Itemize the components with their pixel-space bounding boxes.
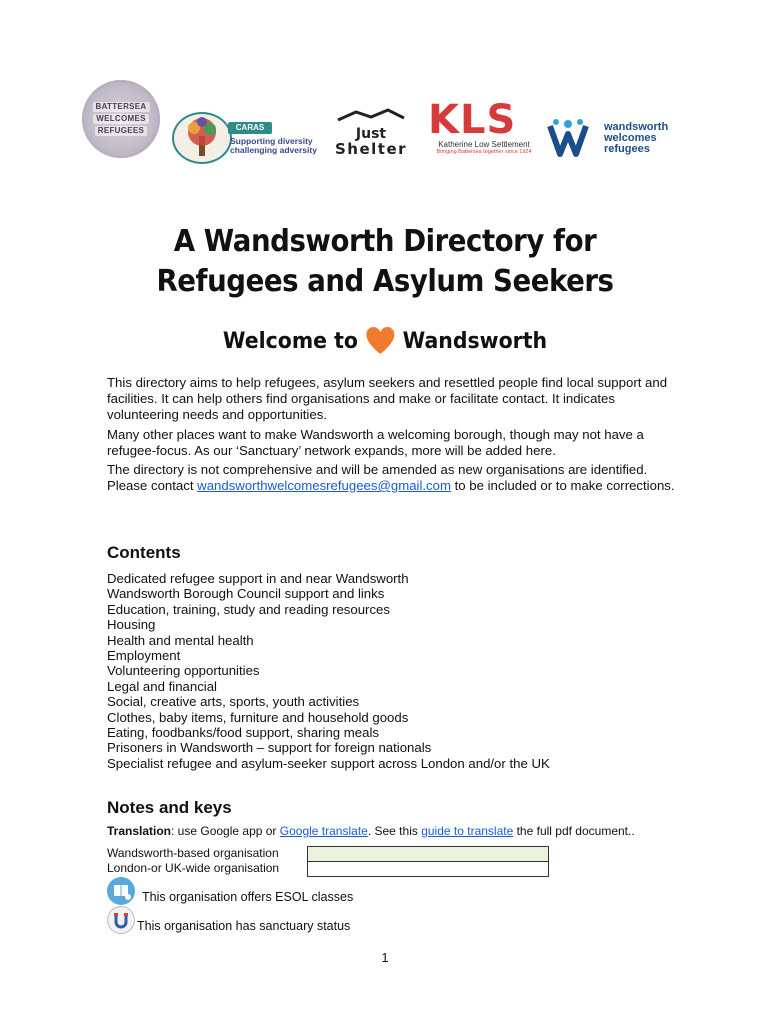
intro-paragraph-2: Many other places want to make Wandsworth a welcoming borough, though may not have a refugee-focus. As our ‘Sanctuary’ network expands, more will be added here. (107, 427, 644, 458)
caras-tree-logo (172, 112, 232, 164)
logo-text: REFUGEES (95, 126, 147, 136)
intro-p3-text: The directory is not comprehensive and will be amended as new organisations are identified. Please contact (107, 462, 648, 493)
kls-name: Katherine Low Settlement (438, 140, 530, 149)
wwr-line3: refugees (604, 142, 650, 155)
key-labels (107, 846, 279, 876)
battersea-welcomes-refugees-logo (82, 80, 160, 158)
key-wandsworth-label: Wandsworth-based organisation (107, 846, 279, 860)
caras-tagline (230, 137, 317, 155)
sanctuary-icon (107, 906, 135, 934)
just-shelter-line2: Shelter (335, 140, 408, 158)
translation-text: . See this (367, 824, 422, 838)
intro-paragraph-1: This directory aims to help refugees, asylum seekers and resettled people find local support and facilities. It can help others find organisations and make or facilitate contact. It indicates volunteering needs and opportunities. (107, 375, 668, 422)
caras-line1: Supporting diversity (230, 136, 313, 146)
contents-item[interactable]: Legal and financial (107, 678, 217, 694)
contents-item[interactable]: Health and mental health (107, 632, 254, 648)
contents-item[interactable]: Volunteering opportunities (107, 663, 260, 679)
caras-tag: CARAS (228, 122, 272, 134)
kls-logo (428, 97, 540, 164)
wwr-text (604, 122, 668, 155)
kls-tagline: Bringing Battersea together since 1924 (436, 149, 532, 155)
guide-to-translate-link[interactable]: guide to translate (421, 824, 514, 838)
wwr-mark-icon (546, 118, 600, 158)
kls-letters: KLS (428, 97, 517, 143)
just-shelter-line1: Just (355, 126, 387, 142)
intro-paragraph-3 (107, 462, 677, 494)
roof-icon (336, 108, 406, 122)
welcome-heading (27, 326, 743, 356)
translation-text: : use Google app or (171, 824, 280, 838)
contents-list (107, 571, 550, 771)
contents-item[interactable]: Clothes, baby items, furniture and household goods (107, 709, 409, 725)
translation-label: Translation (107, 824, 172, 838)
contents-item[interactable]: Housing (107, 617, 156, 633)
esol-icon (107, 877, 135, 905)
welcome-left: Welcome to (222, 328, 358, 354)
wandsworth-welcomes-refugees-logo (546, 118, 668, 158)
contents-item[interactable]: Eating, foodbanks/food support, sharing meals (107, 725, 379, 741)
logo-text: BATTERSEA (93, 102, 150, 112)
title-line2: Refugees and Asylum Seekers (156, 264, 614, 299)
google-translate-link[interactable]: Google translate (279, 824, 368, 838)
key-london-label: London-or UK-wide organisation (107, 861, 280, 875)
just-shelter-logo (335, 108, 407, 157)
contents-item[interactable]: Education, training, study and reading resources (107, 601, 390, 617)
document-title (31, 222, 739, 302)
notes-heading: Notes and keys (107, 798, 232, 817)
esol-key-text: This organisation offers ESOL classes (142, 890, 354, 904)
title-line1: A Wandsworth Directory for (173, 224, 597, 259)
contents-heading: Contents (107, 543, 181, 562)
contact-email-link[interactable]: wandsworthwelcomesrefugees@gmail.com (197, 478, 451, 493)
logo-text: WELCOMES (93, 114, 149, 124)
contents-item[interactable]: Prisoners in Wandsworth – support for foreign nationals (107, 740, 432, 756)
welcome-right: Wandsworth (402, 328, 548, 354)
wwr-line2: welcomes (604, 131, 657, 144)
contents-item[interactable]: Employment (107, 648, 181, 664)
page-number: 1 (381, 950, 389, 965)
wwr-line1: wandsworth (604, 120, 669, 133)
key-london-swatch (307, 861, 549, 877)
translation-note (107, 824, 635, 838)
contents-item[interactable]: Social, creative arts, sports, youth activities (107, 694, 360, 710)
sanctuary-key-text: This organisation has sanctuary status (137, 919, 351, 933)
heart-icon (365, 326, 395, 356)
intro-p3-text-end: to be included or to make corrections. (450, 478, 675, 493)
translation-text: the full pdf document.. (513, 824, 635, 838)
caras-line2: challenging adversity (230, 145, 317, 155)
key-wandsworth-swatch (307, 846, 549, 862)
contents-item[interactable]: Wandsworth Borough Council support and links (107, 586, 385, 602)
contents-item[interactable]: Specialist refugee and asylum-seeker support across London and/or the UK (107, 755, 550, 771)
contents-item[interactable]: Dedicated refugee support in and near Wandsworth (107, 571, 409, 586)
